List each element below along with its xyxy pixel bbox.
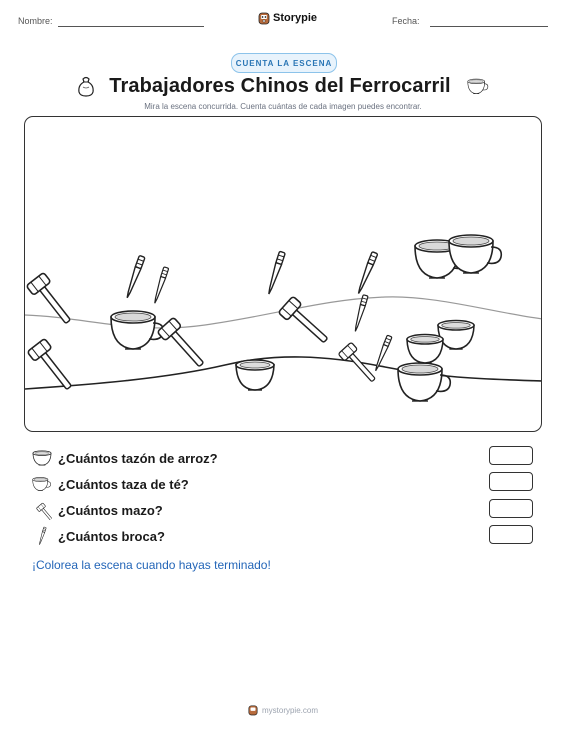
beaver-mascot-icon: [258, 11, 270, 25]
scene-rice-bowl-3: [407, 335, 443, 364]
tea-cup-icon: [465, 76, 489, 96]
scene-tea-cup-4: [398, 363, 450, 401]
answer-box-rice-bowl[interactable]: [489, 446, 533, 465]
scene-rice-bowl-2: [438, 321, 474, 350]
page-title: Trabajadores Chinos del Ferrocarril: [109, 74, 451, 97]
question-mallet: [32, 500, 163, 520]
scene-tea-cup-3: [111, 311, 163, 349]
scene-mallet-4: [278, 296, 333, 348]
date-label: Fecha:: [392, 16, 420, 26]
scene-mallet-1: [26, 272, 77, 328]
footer: [0, 704, 566, 716]
answer-box-mallet[interactable]: [489, 499, 533, 518]
page-title-row: [70, 72, 496, 100]
question-tea-cup: [32, 474, 189, 494]
question-drill: [32, 526, 165, 546]
drill-icon: [32, 526, 52, 546]
brand-name: Storypie: [273, 12, 318, 24]
scene-drill-2: [152, 267, 168, 304]
name-line[interactable]: [58, 26, 204, 27]
scene-illustration: [25, 117, 542, 432]
scene-mallet-2: [27, 338, 78, 394]
scene-drill-5: [353, 295, 368, 332]
scene-drill-1: [124, 255, 145, 298]
beaver-mascot-icon: [248, 704, 258, 716]
mallet-icon: [32, 500, 52, 520]
scene-rice-bowl-1: [236, 360, 274, 390]
counting-scene: [24, 116, 542, 432]
brand-logo: [258, 11, 317, 25]
question-text: ¿Cuántos mazo?: [58, 502, 163, 518]
date-line[interactable]: [430, 26, 548, 27]
sack-icon: [77, 75, 95, 97]
answer-box-tea-cup[interactable]: [489, 472, 533, 491]
question-rice-bowl: [32, 448, 218, 468]
scene-drill-4: [356, 252, 378, 295]
question-text: ¿Cuántos taza de té?: [58, 476, 189, 492]
tea-cup-icon: [32, 474, 52, 494]
answer-box-drill[interactable]: [489, 525, 533, 544]
activity-badge: CUENTA LA ESCENA: [231, 53, 337, 73]
rice-bowl-icon: [32, 448, 52, 468]
question-text: ¿Cuántos tazón de arroz?: [58, 450, 218, 466]
scene-tea-cup-2: [449, 235, 501, 273]
footer-url[interactable]: mystorypie.com: [261, 705, 318, 715]
name-label: Nombre:: [18, 16, 53, 26]
instructions: Mira la escena concurrida. Cuenta cuántas de cada imagen puedes encontrar.: [144, 102, 422, 111]
coloring-instruction: ¡Colorea la escena cuando hayas terminado!: [32, 558, 271, 572]
scene-drill-3: [266, 251, 285, 295]
question-text: ¿Cuántos broca?: [58, 528, 165, 544]
